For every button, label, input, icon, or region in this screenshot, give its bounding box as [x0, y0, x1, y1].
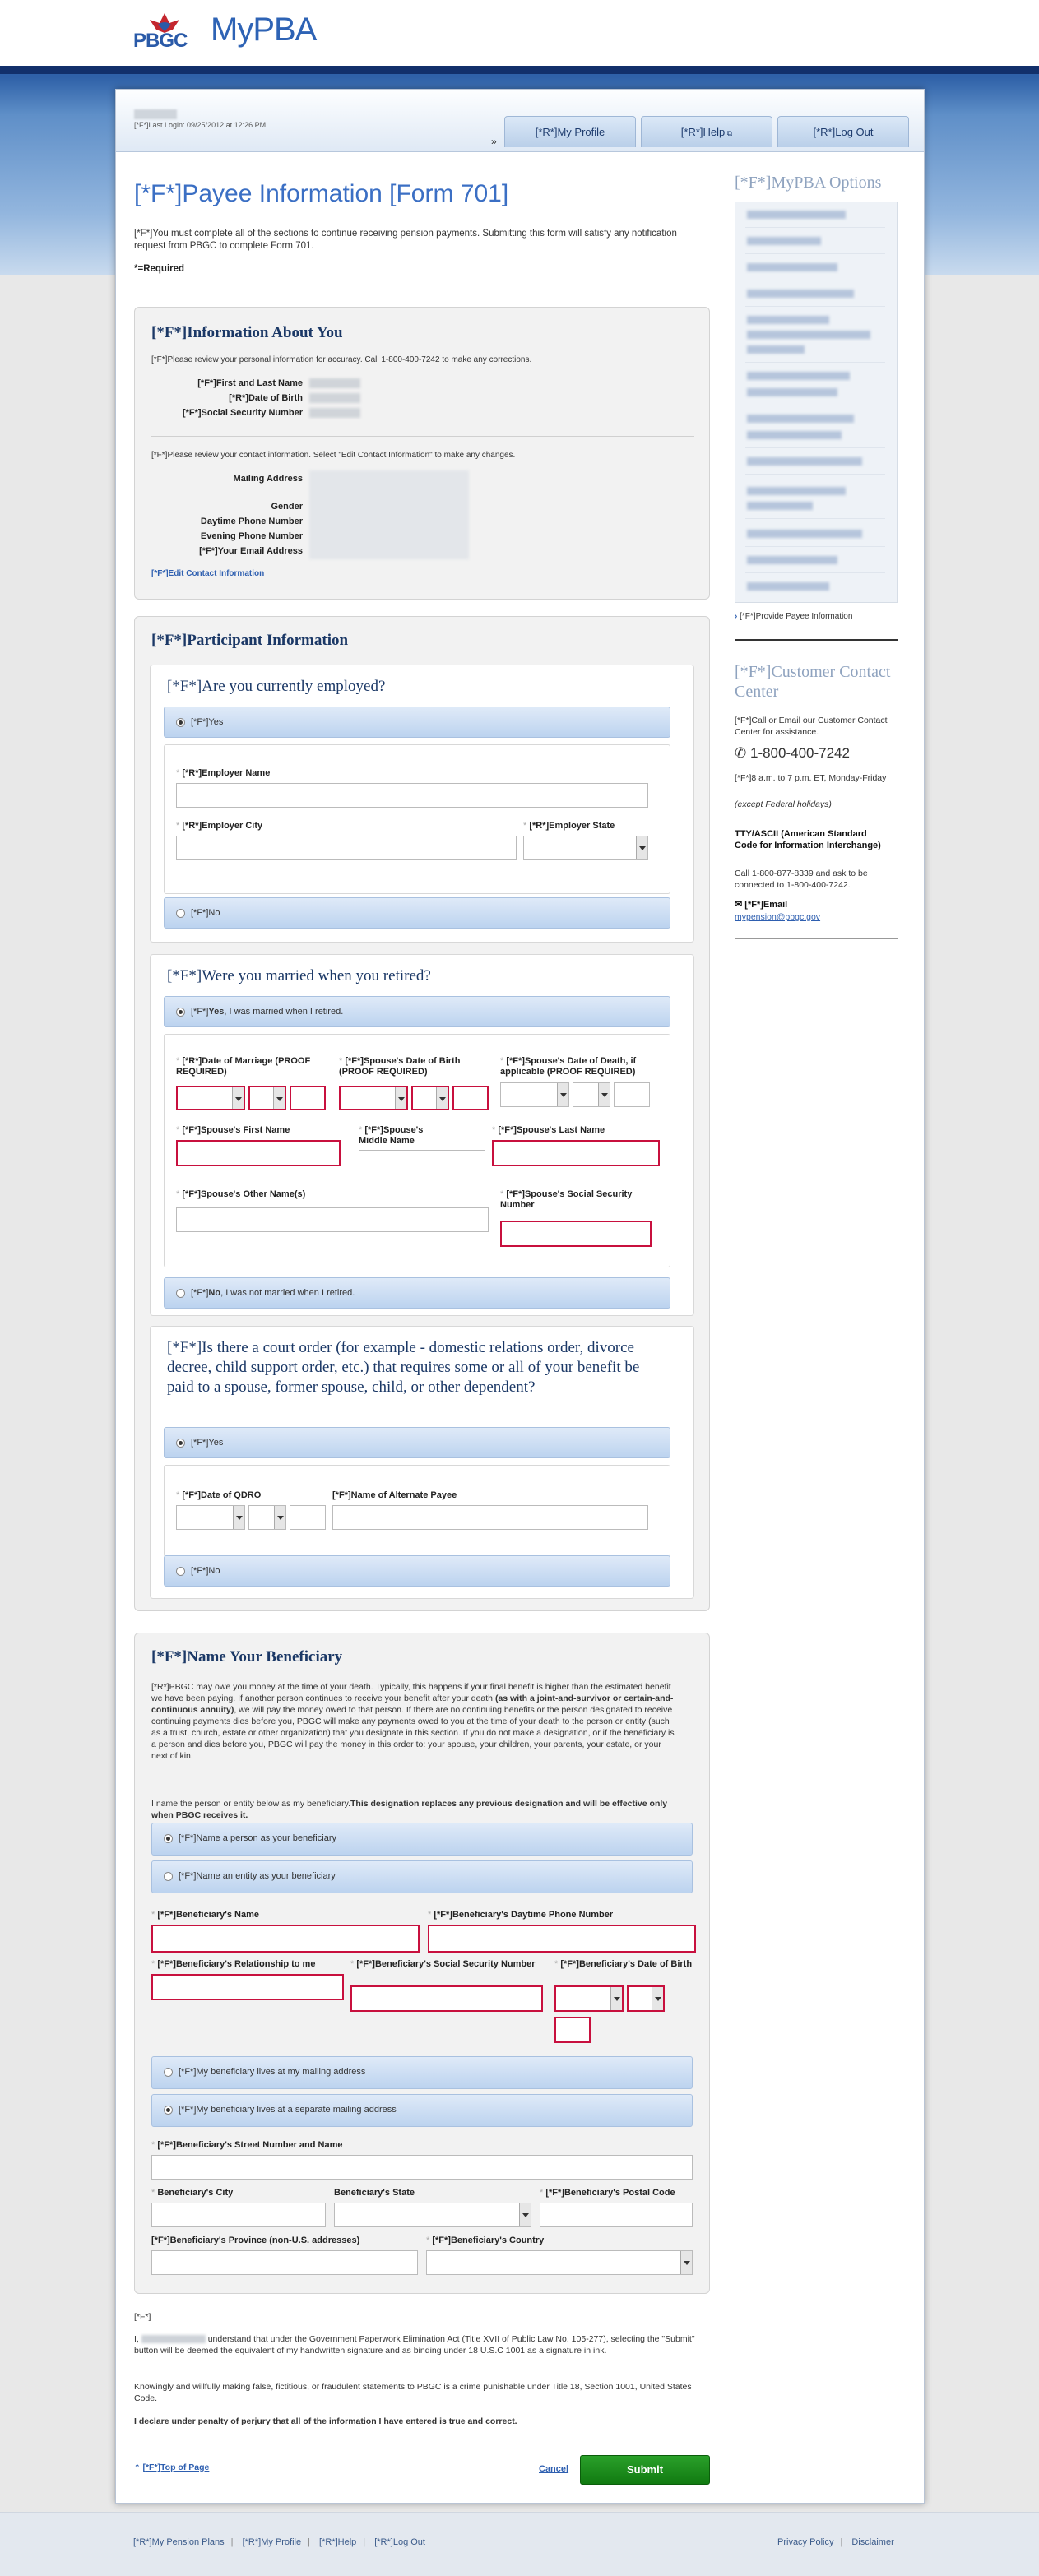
sidebar-options-title: [*F*]MyPBA Options — [735, 174, 882, 192]
footer — [0, 2512, 1039, 2576]
ben-street-input[interactable] — [151, 2155, 693, 2180]
employer-state-select[interactable] — [523, 836, 648, 860]
ben-phone-label: * [*F*]Beneficiary's Daytime Phone Number — [428, 1910, 614, 1920]
spouse-dob-day-select[interactable] — [411, 1086, 449, 1110]
sidebar-item-redacted[interactable] — [747, 556, 837, 564]
ben-relationship-text: [*F*]Beneficiary's Relationship to me — [157, 1959, 316, 1969]
court-order-box — [150, 1326, 694, 1599]
sidebar-item-redacted[interactable] — [747, 457, 862, 466]
qdro-date-text: [*F*]Date of QDRO — [182, 1490, 262, 1500]
married-box — [150, 954, 694, 1316]
brand-text: PBGC — [133, 30, 188, 52]
label-evening-phone: Evening Phone Number — [200, 531, 303, 541]
ben-phone-text: [*F*]Beneficiary's Daytime Phone Number — [434, 1910, 614, 1920]
participant-section — [134, 616, 710, 1611]
sidebar-item-redacted[interactable] — [747, 502, 813, 510]
label-daytime-phone: Daytime Phone Number — [200, 517, 303, 526]
footer-link-privacy[interactable]: Privacy Policy — [777, 2537, 834, 2547]
ben-same-address-label: [*F*]My beneficiary lives at my mailing address — [179, 2067, 366, 2077]
ben-state-label — [334, 2188, 415, 2198]
qdro-date-label: * [*F*]Date of QDRO — [176, 1490, 262, 1500]
sidebar-item-redacted[interactable] — [747, 290, 854, 298]
footer-link-help[interactable]: [*R*]Help — [319, 2537, 357, 2547]
certify-text-1 — [134, 2333, 710, 2356]
ben-separate-address-label: [*F*]My beneficiary lives at a separate mailing address — [179, 2105, 397, 2115]
qdro-day-select[interactable] — [248, 1505, 286, 1530]
spouse-other-label: * [*F*]Spouse's Other Name(s) — [176, 1189, 306, 1199]
employed-no-label: [*F*]No — [191, 908, 220, 918]
sidebar-item-redacted[interactable] — [747, 415, 854, 423]
beneficiary-text-1a: [*R*]PBGC may owe you money at the time of your death. Typically, this happens if your final benefit is higher than the estimated benefit we have been paying. If another person continues to receive your benefit after your death — [151, 1682, 671, 1703]
sidebar-item-redacted[interactable] — [747, 582, 829, 591]
page-title: [*F*]Payee Information [Form 701] — [134, 180, 509, 207]
ben-state-text: Beneficiary's State — [334, 2188, 415, 2198]
ben-dob-year-input[interactable] — [554, 2017, 591, 2043]
sidebar-separator — [745, 447, 885, 448]
date-marriage-text: [*R*]Date of Marriage (PROOF REQUIRED) — [176, 1056, 311, 1077]
sidebar-separator — [745, 546, 885, 547]
spouse-fields — [164, 1034, 670, 1267]
married-yes-option[interactable] — [164, 996, 670, 1027]
employed-no-option[interactable] — [164, 897, 670, 929]
external-link-icon: ⧉ — [725, 129, 733, 137]
ben-dob-text: [*F*]Beneficiary's Date of Birth — [560, 1959, 693, 1969]
contact-phone-number: 1-800-400-7242 — [749, 745, 850, 761]
contact-center-title: [*F*]Customer Contact Center — [735, 663, 891, 701]
value-dob-redacted — [309, 393, 360, 403]
sidebar-separator — [745, 362, 885, 363]
beneficiary-entity-option[interactable] — [151, 1860, 693, 1893]
label-first-last-name: [*F*]First and Last Name — [197, 378, 303, 388]
about-you-heading: [*F*]Information About You — [151, 324, 343, 341]
radio-employed-no[interactable] — [176, 909, 185, 918]
tab-log-out[interactable]: [*R*]Log Out — [777, 116, 909, 147]
chevron-down-icon — [274, 1506, 285, 1529]
married-no-option[interactable] — [164, 1277, 670, 1309]
beneficiary-heading: [*F*]Name Your Beneficiary — [151, 1648, 343, 1666]
employer-name-text: [*R*]Employer Name — [182, 768, 271, 778]
required-note: *=Required — [134, 264, 185, 274]
spouse-dod-label: * [*F*]Spouse's Date of Death, if applicable (PROOF REQUIRED) — [500, 1056, 637, 1077]
ben-dob-day-select[interactable] — [627, 1985, 665, 2012]
participant-heading: [*F*]Participant Information — [151, 632, 349, 649]
ben-postal-text: [*F*]Beneficiary's Postal Code — [545, 2188, 675, 2198]
spouse-first-input[interactable] — [176, 1140, 341, 1166]
spouse-first-text: [*F*]Spouse's First Name — [182, 1125, 290, 1135]
radio-court-no[interactable] — [176, 1567, 185, 1576]
contact-values-redacted — [309, 470, 469, 559]
top-header — [0, 0, 1039, 66]
spouse-other-input[interactable] — [176, 1207, 489, 1232]
chevron-down-icon — [636, 836, 647, 859]
ben-name-input[interactable] — [151, 1925, 420, 1953]
app-title: MyPBA — [211, 12, 317, 48]
footer-separator: | — [230, 2537, 234, 2547]
footer-separator: | — [363, 2537, 366, 2547]
spouse-ssn-input[interactable] — [500, 1221, 652, 1247]
alt-payee-label — [332, 1490, 457, 1501]
sidebar-separator — [745, 227, 885, 228]
sidebar-separator — [745, 306, 885, 307]
sidebar-separator — [745, 474, 885, 475]
label-mailing-address: Mailing Address — [233, 474, 303, 484]
spouse-ssn-text: [*F*]Spouse's Social Security Number — [500, 1189, 633, 1210]
court-yes-option[interactable] — [164, 1427, 670, 1458]
ben-state-select[interactable] — [334, 2203, 531, 2227]
spouse-dod-text: [*F*]Spouse's Date of Death, if applicable (PROOF REQUIRED) — [500, 1056, 637, 1077]
radio-married-yes[interactable] — [176, 1008, 185, 1017]
chevron-down-icon — [598, 1083, 610, 1106]
ben-relationship-input[interactable] — [151, 1974, 344, 2000]
sidebar-current-label: [*F*]Provide Payee Information — [740, 612, 853, 621]
radio-employed-yes[interactable] — [176, 718, 185, 727]
sidebar-item-redacted[interactable] — [747, 487, 846, 495]
chevron-down-icon — [436, 1087, 448, 1109]
ben-ssn-input[interactable] — [350, 1985, 543, 2012]
chevron-right-icon: › — [735, 612, 738, 621]
ben-ssn-text: [*F*]Beneficiary's Social Security Number — [356, 1959, 536, 1969]
married-yes-rest: , I was married when I retired. — [224, 1007, 344, 1017]
value-name-redacted — [309, 378, 360, 388]
alt-payee-text: [*F*]Name of Alternate Payee — [332, 1490, 457, 1500]
marriage-day-select[interactable] — [248, 1086, 286, 1110]
value-ssn-redacted — [309, 408, 360, 418]
sidebar-item-redacted[interactable] — [747, 263, 837, 271]
ben-country-text: [*F*]Beneficiary's Country — [432, 2235, 545, 2245]
sidebar-item-redacted[interactable] — [747, 345, 805, 354]
beneficiary-text-2a: I name the person or entity below as my beneficiary. — [151, 1799, 351, 1809]
ben-postal-input[interactable] — [540, 2203, 693, 2227]
footer-separator: | — [840, 2537, 843, 2547]
radio-beneficiary-person[interactable] — [164, 1834, 173, 1843]
tty-text: Call 1-800-877-8339 and ask to be connected to 1-800-400-7242. — [735, 869, 868, 890]
sidebar-separator — [745, 518, 885, 519]
beneficiary-text-2 — [151, 1798, 678, 1821]
email-link[interactable]: mypension@pbgc.gov — [735, 912, 821, 922]
tab-help[interactable] — [641, 116, 772, 147]
main-panel — [115, 89, 925, 2504]
sidebar-item-redacted[interactable] — [747, 530, 862, 538]
chevron-down-icon — [273, 1087, 285, 1109]
chevron-down-icon — [557, 1083, 568, 1106]
chevron-down-icon — [232, 1087, 244, 1109]
radio-beneficiary-entity[interactable] — [164, 1872, 173, 1881]
marriage-year-input[interactable] — [290, 1086, 326, 1110]
beneficiary-entity-label: [*F*]Name an entity as your beneficiary — [179, 1871, 336, 1881]
employer-city-label: * [*R*]Employer City — [176, 821, 263, 831]
ben-province-label — [151, 2235, 359, 2246]
chevron-down-icon — [680, 2251, 692, 2274]
spouse-dob-year-input[interactable] — [452, 1086, 489, 1110]
sidebar-item-redacted[interactable] — [747, 388, 837, 396]
beneficiary-text-1c: , we will pay the money owed to that person. If there are no continuing benefits or the person designated to receive continuing payments dies before you, PBGC will make any payments owed to you at the time of your death to the person or entity (such as a trust, church, estate or other organization) that you designate in this section. If you do not make a designation, or if the beneficiary is a person and dies before you, PBGC will pay the money in this order to: your spouse, your children, your parents, your estate, or your next of kin. — [151, 1705, 675, 1761]
signer-name-redacted — [141, 2335, 206, 2343]
employer-city-input[interactable] — [176, 836, 517, 860]
ben-street-text: [*F*]Beneficiary's Street Number and Name — [157, 2140, 343, 2150]
beneficiary-text-2b: This designation replaces any previous designation and will be effective only when PBGC receives it. — [151, 1799, 668, 1820]
footer-legal-links — [777, 2537, 894, 2547]
ben-city-label: * Beneficiary's City — [151, 2188, 234, 2198]
contact-hours: [*F*]8 a.m. to 7 p.m. ET, Monday-Friday — [735, 773, 887, 783]
ben-relationship-label: * [*F*]Beneficiary's Relationship to me — [151, 1959, 316, 1969]
edit-contact-link[interactable]: [*F*]Edit Contact Information — [151, 569, 265, 578]
spouse-middle-label: * [*F*]Spouse's Middle Name — [359, 1125, 424, 1146]
footer-links — [133, 2537, 425, 2547]
spouse-ssn-label: * [*F*]Spouse's Social Security Number — [500, 1189, 633, 1210]
ben-dob-month-select[interactable] — [554, 1985, 624, 2012]
employer-name-label: * [*R*]Employer Name — [176, 768, 271, 778]
email-label — [735, 899, 787, 910]
label-gender: Gender — [271, 502, 303, 512]
top-of-page-label: [*F*]Top of Page — [142, 2462, 210, 2472]
married-no-tag: [*F*] — [191, 1288, 209, 1298]
divider — [151, 436, 694, 437]
about-review-text: [*F*]Please review your personal information for accuracy. Call 1-800-400-7242 to make any corrections. — [151, 355, 532, 364]
sidebar-item-redacted[interactable] — [747, 237, 821, 245]
tab-help-label: [*R*]Help — [680, 126, 726, 138]
about-you-section — [134, 307, 710, 600]
employed-yes-label: [*F*]Yes — [191, 717, 224, 727]
beneficiary-section — [134, 1633, 710, 2294]
employer-name-input[interactable] — [176, 783, 648, 808]
married-yes-tag: [*F*] — [191, 1007, 209, 1017]
radio-same-address[interactable] — [164, 2068, 173, 2077]
ben-dob-label: * [*F*]Beneficiary's Date of Birth — [554, 1959, 693, 1969]
page-intro: [*F*]You must complete all of the sections to continue receiving pension payments. Submitting this form will satisfy any notification request from PBGC to complete Form 701. — [134, 229, 677, 251]
employer-state-text: [*R*]Employer State — [529, 821, 615, 831]
certify-text-2: Knowingly and willfully making false, fictitious, or fraudulent statements to PBGC is a crime punishable under Title 18, Section 1001, United States Code. — [134, 2382, 692, 2403]
submit-button[interactable]: Submit — [580, 2455, 710, 2485]
cancel-link[interactable]: Cancel — [539, 2464, 569, 2474]
pbgc-logo[interactable] — [133, 12, 196, 54]
employed-yes-option[interactable] — [164, 707, 670, 738]
tty-title: TTY/ASCII (American Standard Code for Information Interchange) — [735, 829, 881, 850]
court-no-label: [*F*]No — [191, 1566, 220, 1576]
header-strip — [0, 66, 1039, 74]
ben-same-address-option[interactable] — [151, 2056, 693, 2089]
contact-review-text: [*F*]Please review your contact information. Select "Edit Contact Information" to make any changes. — [151, 451, 516, 460]
phone-icon: ✆ — [735, 745, 747, 761]
qdro-year-input[interactable] — [290, 1505, 326, 1530]
last-login: [*F*]Last Login: 09/25/2012 at 12:26 PM — [134, 121, 267, 129]
married-no-bold: No — [208, 1288, 221, 1298]
chevron-down-icon — [395, 1087, 406, 1109]
ben-name-label: * [*F*]Beneficiary's Name — [151, 1910, 260, 1920]
married-yes-label — [191, 1007, 343, 1017]
sidebar-divider — [735, 639, 898, 641]
footer-separator: | — [308, 2537, 310, 2547]
married-no-rest: , I was not married when I retired. — [220, 1288, 355, 1298]
married-yes-bold: Yes — [208, 1007, 225, 1017]
sidebar-item-redacted[interactable] — [747, 316, 829, 324]
beneficiary-text-1 — [151, 1681, 678, 1762]
panel-header — [116, 90, 924, 152]
sidebar-item-redacted[interactable] — [747, 331, 870, 339]
ben-province-input[interactable] — [151, 2250, 418, 2275]
chevron-down-icon — [233, 1506, 244, 1529]
caret-up-icon: ⌃ — [134, 2463, 141, 2472]
sidebar-options-list — [735, 202, 898, 603]
sidebar-divider — [735, 938, 898, 939]
ben-postal-label: * [*F*]Beneficiary's Postal Code — [540, 2188, 675, 2198]
ben-country-select[interactable] — [426, 2250, 693, 2275]
tab-my-profile[interactable]: [*R*]My Profile — [504, 116, 636, 147]
label-date-of-birth: [*R*]Date of Birth — [229, 393, 303, 403]
radio-separate-address[interactable] — [164, 2106, 173, 2115]
user-name-redacted — [134, 109, 177, 119]
chevron-down-icon — [610, 1987, 622, 2010]
ben-name-text: [*F*]Beneficiary's Name — [157, 1910, 260, 1920]
beneficiary-text-1b: (as with a joint-and-survivor or certain-and-continuous annuity) — [151, 1693, 674, 1715]
employed-question: [*F*]Are you currently employed? — [167, 678, 386, 695]
spouse-dob-text: [*F*]Spouse's Date of Birth (PROOF REQUIRED) — [339, 1056, 461, 1077]
footer-link-pension-plans[interactable]: [*R*]My Pension Plans — [133, 2537, 225, 2547]
spouse-middle-text: [*F*]Spouse's Middle Name — [359, 1125, 424, 1146]
spouse-dod-year-input[interactable] — [614, 1082, 650, 1107]
ben-separate-address-option[interactable] — [151, 2094, 693, 2127]
spouse-dob-month-select[interactable] — [339, 1086, 408, 1110]
spouse-dob-label: * [*F*]Spouse's Date of Birth (PROOF REQUIRED) — [339, 1056, 461, 1077]
spouse-dod-day-select[interactable] — [573, 1082, 610, 1107]
date-marriage-label: * [*R*]Date of Marriage (PROOF REQUIRED) — [176, 1056, 311, 1077]
sidebar-current-item[interactable] — [735, 611, 852, 623]
beneficiary-person-label: [*F*]Name a person as your beneficiary — [179, 1833, 336, 1843]
footer-link-my-profile[interactable]: [*R*]My Profile — [242, 2537, 302, 2547]
sidebar-separator — [745, 253, 885, 254]
ben-city-text: Beneficiary's City — [157, 2188, 234, 2198]
spouse-first-label: * [*F*]Spouse's First Name — [176, 1125, 290, 1135]
certify-text-1-body: understand that under the Government Paperwork Elimination Act (Title XVII of Public Law No. 105-277), selecting the "Submit" button will be deemed the equivalent of my handwritten signature and as binding under 18 U.S.C 1001 as a signature in ink. — [134, 2334, 695, 2356]
certify-tag: [*F*] — [134, 2312, 151, 2322]
married-no-label — [191, 1288, 355, 1298]
court-order-question: [*F*]Is there a court order (for example - domestic relations order, divorce decree, child support order, etc.) that requires some or all of your benefit be paid to a spouse, former spouse, child, or other dependent? — [167, 1339, 640, 1396]
ben-ssn-label: * [*F*]Beneficiary's Social Security Number — [350, 1959, 536, 1969]
email-label-text: [*F*]Email — [744, 900, 788, 910]
sidebar-item-redacted[interactable] — [747, 211, 846, 219]
top-of-page-link[interactable] — [134, 2462, 209, 2472]
nav-arrow-icon: » — [491, 136, 497, 147]
ben-street-label: * [*F*]Beneficiary's Street Number and Name — [151, 2140, 343, 2150]
employer-state-label: * [*R*]Employer State — [523, 821, 615, 831]
radio-court-yes[interactable] — [176, 1439, 185, 1448]
spouse-middle-input[interactable] — [359, 1150, 485, 1174]
chevron-down-icon — [519, 2203, 531, 2226]
ben-phone-input[interactable] — [428, 1925, 696, 1953]
label-ssn: [*F*]Social Security Number — [182, 408, 303, 418]
footer-link-log-out[interactable]: [*R*]Log Out — [374, 2537, 425, 2547]
beneficiary-person-option[interactable] — [151, 1823, 693, 1856]
envelope-icon: ✉ — [735, 900, 743, 910]
certify-text-3: I declare under penalty of perjury that all of the information I have entered is true and correct. — [134, 2416, 517, 2426]
ben-province-text: [*F*]Beneficiary's Province (non-U.S. addresses) — [151, 2235, 360, 2245]
spouse-dod-month-select[interactable] — [500, 1082, 569, 1107]
label-email: [*F*]Your Email Address — [199, 546, 303, 556]
spouse-last-input[interactable] — [492, 1140, 660, 1166]
ben-country-label: * [*F*]Beneficiary's Country — [426, 2235, 545, 2245]
qdro-fields — [164, 1465, 670, 1557]
employer-fields — [164, 744, 670, 894]
radio-married-no[interactable] — [176, 1289, 185, 1298]
court-no-option[interactable] — [164, 1555, 670, 1587]
sidebar-separator — [745, 572, 885, 573]
footer-link-disclaimer[interactable]: Disclaimer — [851, 2537, 894, 2547]
alt-payee-input[interactable] — [332, 1505, 648, 1530]
spouse-other-text: [*F*]Spouse's Other Name(s) — [182, 1189, 306, 1199]
contact-phone — [735, 745, 850, 761]
employer-city-text: [*R*]Employer City — [182, 821, 263, 831]
spouse-last-text: [*F*]Spouse's Last Name — [498, 1125, 605, 1135]
contact-center-text: [*F*]Call or Email our Customer Contact Center for assistance. — [735, 716, 888, 737]
qdro-month-select[interactable] — [176, 1505, 245, 1530]
chevron-down-icon — [652, 1987, 663, 2010]
certify-pre: I, — [134, 2334, 139, 2344]
sidebar-item-redacted[interactable] — [747, 431, 842, 439]
marriage-month-select[interactable] — [176, 1086, 245, 1110]
court-yes-label: [*F*]Yes — [191, 1438, 224, 1448]
contact-hours-note: (except Federal holidays) — [735, 799, 832, 809]
spouse-last-label: * [*F*]Spouse's Last Name — [492, 1125, 605, 1135]
employed-box — [150, 665, 694, 943]
sidebar-item-redacted[interactable] — [747, 372, 850, 380]
married-question: [*F*]Were you married when you retired? — [167, 967, 431, 985]
ben-city-input[interactable] — [151, 2203, 326, 2227]
